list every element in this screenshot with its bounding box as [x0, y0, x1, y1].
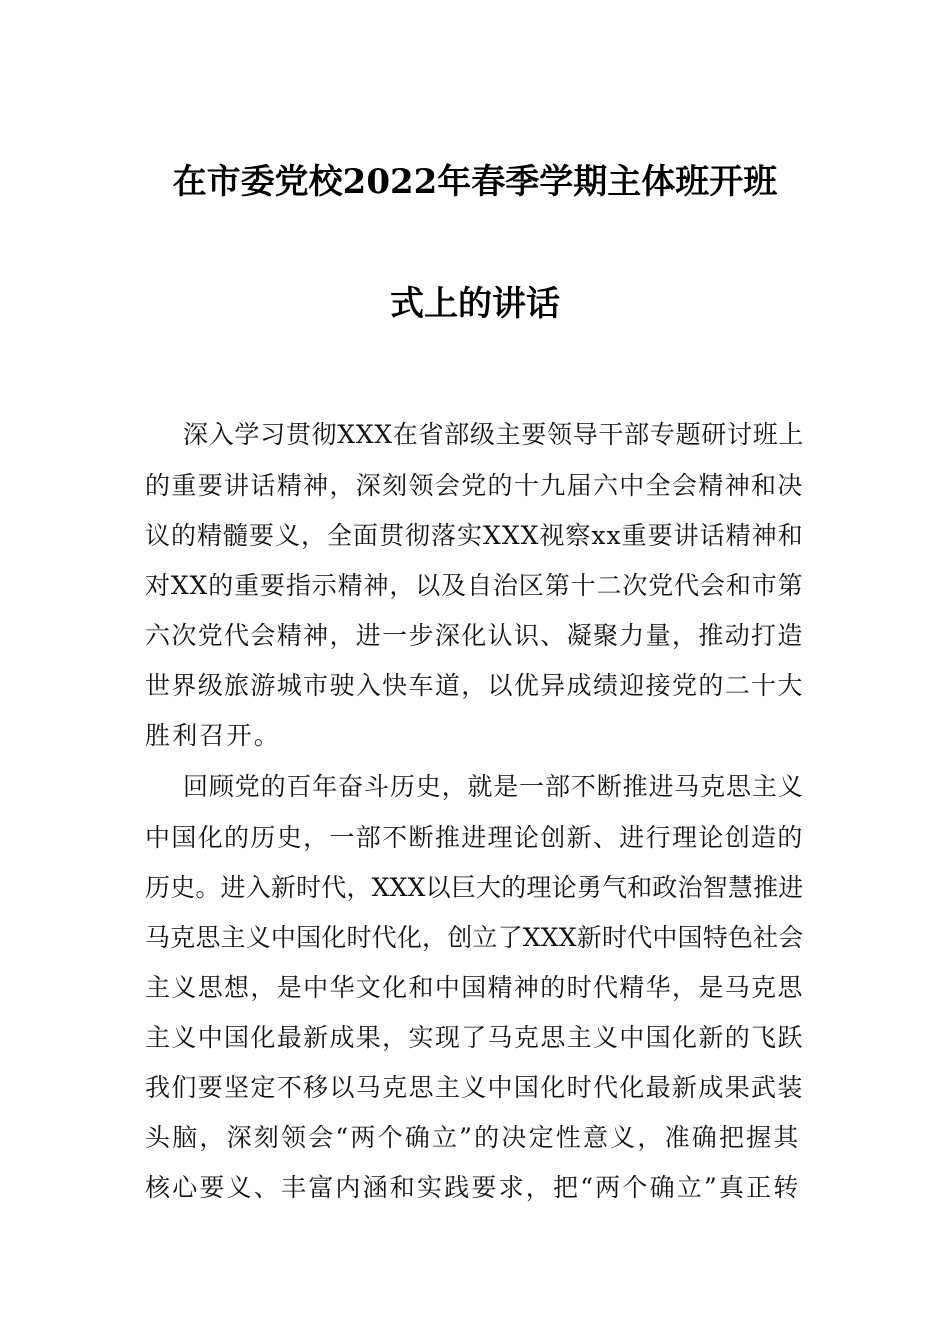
paragraph-2-line-9: 核心要义、丰富内涵和实践要求，把“两个确立”真正转: [145, 1173, 801, 1202]
paragraph-2-line-8: 头脑，深刻领会“两个确立”的决定性意义，准确把握其: [145, 1123, 801, 1152]
paragraph-1-line-2: 的重要讲话精神，深刻领会党的十九届六中全会精神和决: [145, 471, 804, 500]
paragraph-1-line-4: 对XX的重要指示精神，以及自治区第十二次党代会和市第: [145, 571, 804, 600]
paragraph-2-line-2: 中国化的历史，一部不断推进理论创新、进行理论创造的: [145, 823, 804, 852]
paragraph-2-line-1: 回顾党的百年奋斗历史，就是一部不断推进马克思主义: [183, 772, 804, 801]
paragraph-2-line-6: 主义中国化最新成果，实现了马克思主义中国化新的飞跃: [145, 1023, 804, 1052]
paragraph-1-line-6: 世界级旅游城市驶入快车道，以优异成绩迎接党的二十大: [145, 671, 804, 700]
paragraph-2-line-7: 我们要坚定不移以马克思主义中国化时代化最新成果武装: [145, 1073, 804, 1102]
paragraph-1-line-5: 六次党代会精神，进一步深化认识、凝聚力量，推动打造: [145, 621, 804, 650]
paragraph-1-line-1: 深入学习贯彻XXX在省部级主要领导干部专题研讨班上: [183, 420, 805, 449]
paragraph-2-line-5: 主义思想，是中华文化和中国精神的时代精华，是马克思: [145, 973, 804, 1002]
paragraph-1-line-3: 议的精髓要义，全面贯彻落实XXX视察xx重要讲话精神和: [145, 521, 804, 550]
paragraph-2-line-4: 马克思主义中国化时代化，创立了XXX新时代中国特色社会: [145, 923, 804, 952]
paragraph-1-line-7: 胜利召开。: [145, 721, 282, 750]
paragraph-2-line-3: 历史。进入新时代，XXX以巨大的理论勇气和政治智慧推进: [145, 873, 804, 902]
document-title-line-2: 式上的讲话: [390, 284, 560, 324]
document-title-line-1: 在市委党校2022年春季学期主体班开班: [172, 162, 778, 202]
